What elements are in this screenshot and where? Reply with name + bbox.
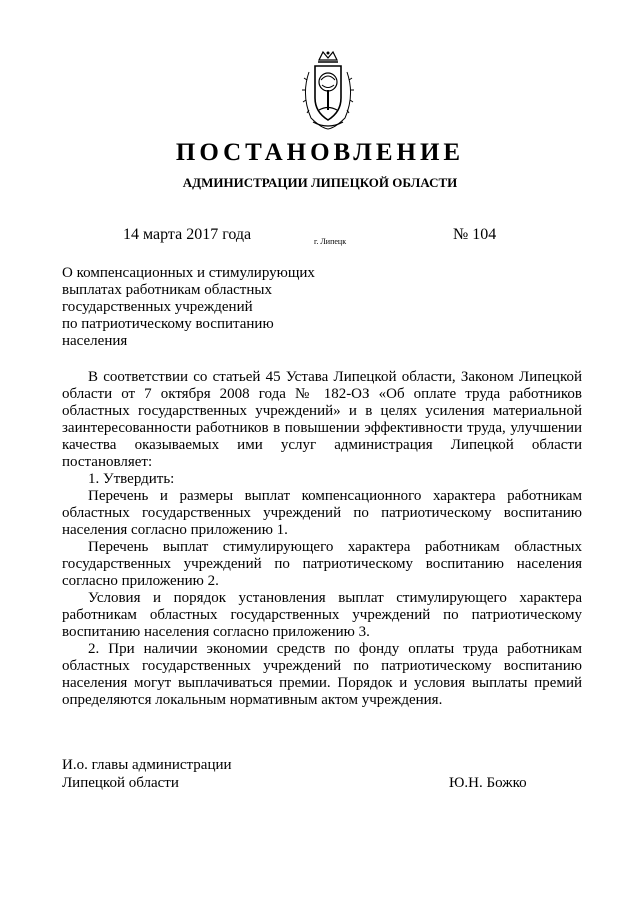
signatory-position — [62, 756, 232, 792]
body-paragraph: Перечень и размеры выплат компенсационного характера работникам областных государственных учреждений по патриотическому воспитанию населения согласно приложению 1. — [62, 488, 582, 538]
body-paragraph: 2. При наличии экономии средств по фонду оплаты труда работникам областных государственных учреждений по патриотическому воспитанию населения могут выплачиваться премии. Порядок и условия выплаты премий определяются локальным нормативным актом учреждения. — [62, 641, 582, 708]
body-paragraph: Перечень выплат стимулирующего характера работникам областных государственных учреждений по патриотическому воспитанию населения согласно приложению 2. — [62, 539, 582, 589]
subject-line: государственных учреждений — [62, 299, 253, 315]
subject-line: выплатах работникам областных — [62, 282, 272, 298]
body-paragraph: Условия и порядок установления выплат стимулирующего характера работникам областных государственных учреждений по патриотическому воспитанию населения согласно приложению 3. — [62, 590, 582, 640]
signatory-position-line: Липецкой области — [62, 775, 179, 791]
signatory-position-line: И.о. главы администрации — [62, 757, 232, 773]
document-title: ПОСТАНОВЛЕНИЕ — [175, 139, 465, 166]
document-city: г. Липецк — [314, 237, 347, 246]
body-paragraph: 1. Утвердить: — [88, 471, 175, 487]
body-paragraph: В соответствии со статьей 45 Устава Липецкой области, Законом Липецкой области от 7 октября 2008 года № 182-ОЗ «Об оплате труда работников областных государственных учреждений» и в целях усиления материальной заинтересованности работников в повышении эффективности труда, улучшении качества оказываемых ими услуг администрация Липецкой области постановляет: — [62, 369, 582, 470]
coat-of-arms-icon — [299, 50, 357, 132]
subject-line: населения — [62, 333, 128, 349]
document-number: № 104 — [453, 226, 497, 243]
document-subtitle: АДМИНИСТРАЦИИ ЛИПЕЦКОЙ ОБЛАСТИ — [182, 175, 458, 190]
document-subject — [62, 265, 362, 350]
document-date: 14 марта 2017 года — [123, 226, 252, 243]
subject-line: по патриотическому воспитанию — [62, 316, 274, 332]
subject-line: О компенсационных и стимулирующих — [62, 265, 315, 281]
document-body — [62, 369, 582, 709]
signatory-name: Ю.Н. Божко — [449, 775, 527, 791]
